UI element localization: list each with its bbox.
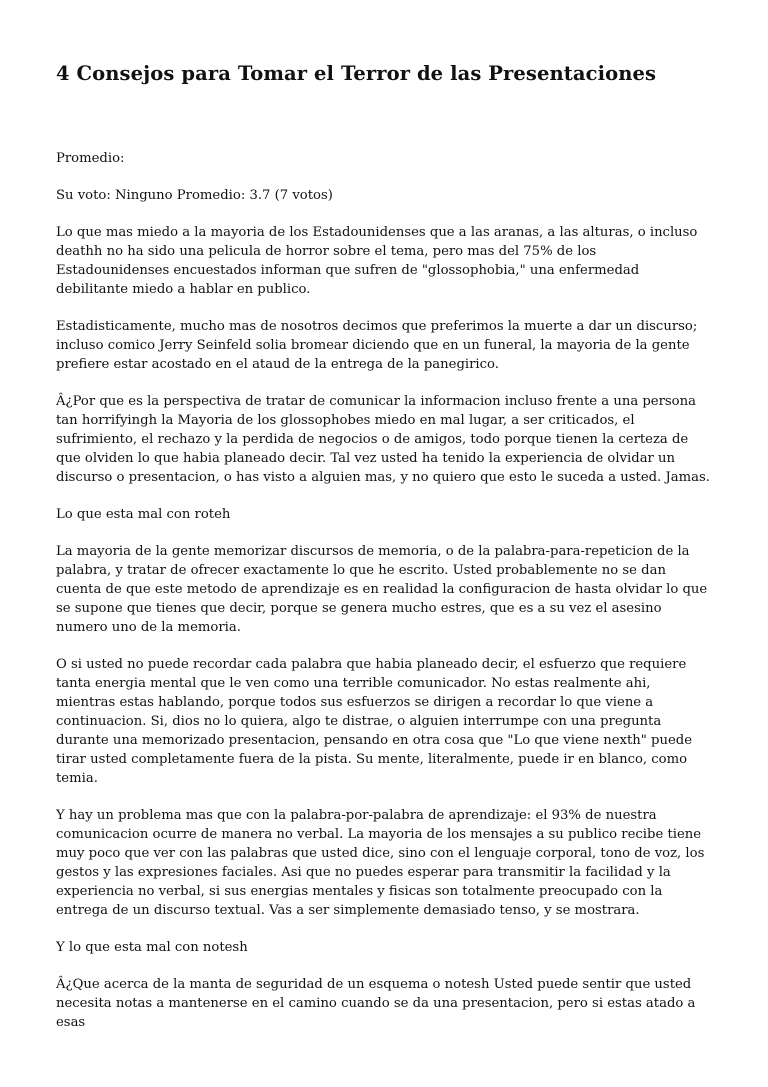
section-heading-notes: Y lo que esta mal con notesh [56, 940, 248, 955]
paragraph-intro: Lo que mas miedo a la mayoria de los Estadounidenses que a las aranas, a las alturas, o incluso deathh no ha sido una pelicula de horror sobre el tema, pero mas del 75% de los Estadounidenses encuestados informan que sufren de "glossophobia," una enfermedad debilitante miedo a hablar en publico. [56, 225, 698, 297]
rating-label: Promedio: [56, 151, 125, 166]
paragraph-memorize: La mayoria de la gente memorizar discursos de memoria, o de la palabra-para-repeticion de la palabra, y tratar de ofrecer exactamente lo que he escrito. Usted probablemente no se dan cuenta de que este metodo de aprendizaje es en realidad la configuracion de hasta olvidar lo que se supone que tienes que decir, porque se genera mucho estres, que es a su vez el asesino numero uno de la memoria. [56, 544, 708, 635]
paragraph-statistics: Estadisticamente, mucho mas de nosotros decimos que preferimos la muerte a dar un discurso; incluso comico Jerry Seinfeld solia bromear diciendo que en un funeral, la mayoria de la gente prefiere estar acostado en el ataud de la entrega de la panegirico. [56, 319, 698, 372]
section-heading-rote: Lo que esta mal con roteh [56, 507, 231, 522]
document-body [56, 149, 712, 1032]
paragraph-recall: O si usted no puede recordar cada palabra que habia planeado decir, el esfuerzo que requiere tanta energia mental que le ven como una terrible comunicador. No estas realmente ahi, mientras estas hablando, porque todos sus esfuerzos se dirigen a recordar lo que viene a continuacion. Si, dios no lo quiera, algo te distrae, o alguien interrumpe con una pregunta durante una memorizado presentacion, pensando en otra cosa que "Lo que viene nexth" puede tirar usted completamente fuera de la pista. Su mente, literalmente, puede ir en blanco, como temia. [56, 657, 693, 786]
document-title: 4 Consejos para Tomar el Terror de las Presentaciones [56, 62, 657, 85]
paragraph-question: Â¿Por que es la perspectiva de tratar de comunicar la informacion incluso frente a una persona tan horrifyingh la Mayoria de los glossophobes miedo en mal lugar, a ser criticados, el sufrimiento, el rechazo y la perdida de negocios o de amigos, todo porque tienen la certeza de que olviden lo que habia planeado decir. Tal vez usted ha tenido la experiencia de olvidar un discurso o presentacion, o has visto a alguien mas, y no quiero que esto le suceda a usted. Jamas. [56, 394, 710, 485]
paragraph-nonverbal: Y hay un problema mas que con la palabra-por-palabra de aprendizaje: el 93% de nuestra comunicacion ocurre de manera no verbal. La mayoria de los mensajes a su publico recibe tiene muy poco que ver con las palabras que usted dice, sino con el lenguaje corporal, tono de voz, los gestos y las expresiones faciales. Asi que no puedes esperar para transmitir la facilidad y la experiencia no verbal, si sus energias mentales y fisicas son totalmente preocupado con la entrega de un discurso textual. Vas a ser simplemente demasiado tenso, y se mostrara. [56, 808, 705, 918]
paragraph-notes: Â¿Que acerca de la manta de seguridad de un esquema o notesh Usted puede sentir que usted necesita notas a mantenerse en el camino cuando se da una presentacion, pero si estas atado a esas [56, 977, 696, 1030]
vote-summary: Su voto: Ninguno Promedio: 3.7 (7 votos) [56, 188, 333, 203]
